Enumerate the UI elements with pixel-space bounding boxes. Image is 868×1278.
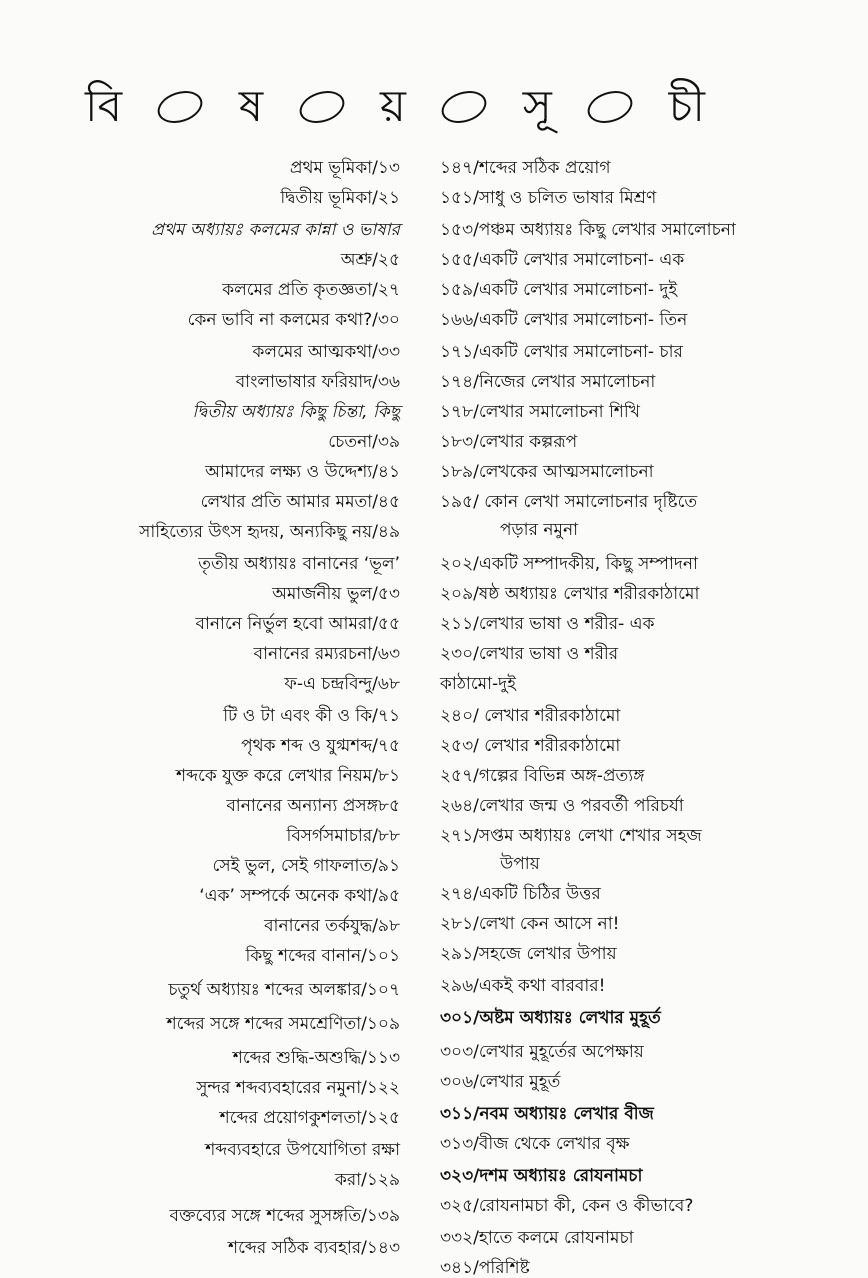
- toc-entry: ৩১১/নবম অধ্যায়ঃ লেখার বীজ: [440, 1104, 654, 1124]
- toc-entry: সাহিত্যের উৎস হৃদয়, অন্যকিছু নয়/৪৯: [139, 522, 400, 542]
- toc-entry: ২৩০/লেখার ভাষা ও শরীর: [440, 644, 619, 664]
- toc-entry: কাঠামো-দুই: [440, 674, 516, 694]
- toc-entry: ২০৯/ষষ্ঠ অধ্যায়ঃ লেখার শরীরকাঠামো: [440, 584, 700, 604]
- toc-entry: বানানের তর্কযুদ্ধ/৯৮: [264, 916, 400, 936]
- toc-entry: শব্দের প্রয়োগকুশলতা/১২৫: [219, 1108, 400, 1128]
- toc-entry: ২৭১/সপ্তম অধ্যায়ঃ লেখা শেখার সহজ: [440, 826, 702, 846]
- toc-entry: পৃথক শব্দ ও যুগ্মশব্দ/৭৫: [241, 736, 400, 756]
- toc-entry: ১৫১/সাধু ও চলিত ভাষার মিশ্রণ: [440, 188, 657, 208]
- toc-entry: ২৫৩/ লেখার শরীরকাঠামো: [440, 736, 621, 756]
- toc-entry: বানানে নির্ভুল হবো আমরা/৫৫: [195, 614, 400, 634]
- toc-entry: শব্দের শুদ্ধি-অশুদ্ধি/১১৩: [232, 1048, 400, 1068]
- toc-entry: ২৯৬/একই কথা বারবার!: [440, 976, 606, 996]
- toc-entry: চেতনা/৩৯: [328, 432, 400, 452]
- toc-entry: শব্দকে যুক্ত করে লেখার নিয়ম/৮১: [176, 766, 400, 786]
- title-letter: ষ: [238, 81, 264, 132]
- toc-entry: প্রথম ভূমিকা/১৩: [289, 158, 400, 178]
- toc-entry: সেই ভুল, সেই গাফলাত/৯১: [212, 856, 400, 876]
- toc-entry: দ্বিতীয় ভূমিকা/২১: [280, 188, 400, 208]
- toc-entry: কলমের প্রতি কৃতজ্ঞতা/২৭: [222, 280, 400, 300]
- title-letter: চী: [668, 81, 705, 132]
- toc-entry: ১৭৪/নিজের লেখার সমালোচনা: [440, 372, 656, 392]
- title-letter: য়: [379, 81, 406, 132]
- toc-entry: ১৭১/একটি লেখার সমালোচনা- চার: [440, 342, 683, 362]
- toc-entry: ২৯১/সহজে লেখার উপায়: [440, 944, 617, 964]
- toc-entry: ১৪৭/শব্দের সঠিক প্রয়োগ: [440, 158, 611, 178]
- toc-entry: ৩০৬/লেখার মুহূর্ত: [440, 1072, 561, 1092]
- toc-entry: ২৭৪/একটি চিঠির উত্তর: [440, 884, 601, 904]
- toc-entry: ১৫৩/পঞ্চম অধ্যায়ঃ কিছু লেখার সমালোচনা: [440, 220, 736, 240]
- toc-entry: ২৬৪/লেখার জন্ম ও পরবর্তী পরিচর্যা: [440, 796, 684, 816]
- toc-entry: পড়ার নমুনা: [500, 520, 579, 540]
- toc-entry: ফ-এ চন্দ্রবিন্দু/৬৮: [284, 674, 400, 694]
- toc-entry: বানানের রম্যরচনা/৬৩: [253, 644, 400, 664]
- toc-entry: ৩১৩/বীজ থেকে লেখার বৃক্ষ: [440, 1134, 630, 1154]
- toc-entry: শব্দব্যবহারে উপযোগিতা রক্ষা: [205, 1140, 400, 1160]
- toc-entry: ৩৪১/পরিশিষ্ট: [440, 1258, 530, 1278]
- toc-entry: ২৫৭/গল্পের বিভিন্ন অঙ্গ-প্রত্যঙ্গ: [440, 766, 645, 786]
- toc-entry: বানানের অন্যান্য প্রসঙ্গ৮৫: [226, 796, 400, 816]
- toc-entry: অশ্রু/২৫: [340, 250, 400, 270]
- toc-entry: বিসর্গসমাচার/৮৮: [286, 826, 400, 846]
- toc-entry: ৩২৩/দশম অধ্যায়ঃ রোযনামচা: [440, 1166, 643, 1186]
- toc-entry: আমাদের লক্ষ্য ও উদ্দেশ্য/৪১: [205, 462, 400, 482]
- toc-entry: ১৬৬/একটি লেখার সমালোচনা- তিন: [440, 310, 688, 330]
- toc-entry: ৩০১/অষ্টম অধ্যায়ঃ লেখার মুহূর্ত: [440, 1008, 661, 1028]
- oval-ornament-icon: [295, 86, 348, 129]
- toc-entry: শব্দের সঙ্গে শব্দের সমশ্রেণিতা/১০৯: [166, 1014, 400, 1034]
- toc-entry: সুন্দর শব্দব্যবহারের নমুনা/১২২: [196, 1078, 400, 1098]
- toc-entry: ১৭৮/লেখার সমালোচনা শিখি: [440, 402, 640, 422]
- toc-entry: শব্দের সঠিক ব্যবহার/১৪৩: [228, 1238, 400, 1258]
- oval-ornament-icon: [584, 86, 637, 129]
- toc-entry: ২০২/একটি সম্পাদকীয়, কিছু সম্পাদনা: [440, 554, 698, 574]
- toc-entry: কেন ভাবি না কলমের কথা?/৩০: [187, 310, 400, 330]
- toc-entry: ১৯৫/ কোন লেখা সমালোচনার দৃষ্টিতে: [440, 492, 698, 512]
- toc-entry: প্রথম অধ্যায়ঃ কলমের কান্না ও ভাষার: [151, 220, 400, 240]
- toc-entry: ১৫৫/একটি লেখার সমালোচনা- এক: [440, 250, 685, 270]
- toc-entry: দ্বিতীয় অধ্যায়ঃ কিছু চিন্তা, কিছু: [192, 402, 400, 422]
- page-title: [85, 72, 705, 142]
- toc-entry: ১৮৯/লেখকের আত্মসমালোচনা: [440, 462, 654, 482]
- toc-entry: ২১১/লেখার ভাষা ও শরীর- এক: [440, 614, 655, 634]
- oval-ornament-icon: [154, 86, 207, 129]
- toc-entry: ৩২৫/রোযনামচা কী, কেন ও কীভাবে?: [440, 1196, 694, 1216]
- oval-ornament-icon: [438, 86, 491, 129]
- toc-entry: কিছু শব্দের বানান/১০১: [245, 946, 400, 966]
- toc-entry: লেখার প্রতি আমার মমতা/৪৫: [200, 492, 400, 512]
- toc-entry: উপায়: [500, 854, 540, 874]
- toc-entry: টি ও টা এবং কী ও কি/৭১: [223, 706, 400, 726]
- toc-entry: অমার্জনীয় ভুল/৫৩: [272, 584, 400, 604]
- toc-entry: বাংলাভাষার ফরিয়াদ/৩৬: [235, 372, 400, 392]
- toc-entry: ১৮৩/লেখার কল্পরূপ: [440, 432, 578, 452]
- toc-entry: ১৫৯/একটি লেখার সমালোচনা- দুই: [440, 280, 678, 300]
- toc-entry: চতুর্থ অধ্যায়ঃ শব্দের অলঙ্কার/১০৭: [168, 980, 400, 1000]
- toc-entry: ‘এক’ সম্পর্কে অনেক কথা/৯৫: [199, 886, 400, 906]
- title-letter: বি: [85, 81, 123, 132]
- toc-entry: করা/১২৯: [334, 1170, 400, 1190]
- toc-entry: বক্তব্যের সঙ্গে শব্দের সুসঙ্গতি/১৩৯: [169, 1206, 400, 1226]
- toc-entry: কলমের আত্মকথা/৩৩: [252, 342, 400, 362]
- toc-entry: ৩৩২/হাতে কলমে রোযনামচা: [440, 1228, 634, 1248]
- title-letter: সূ: [522, 81, 552, 132]
- toc-entry: তৃতীয় অধ্যায়ঃ বানানের ‘ভূল’: [198, 554, 400, 574]
- toc-entry: ২৮১/লেখা কেন আসে না!: [440, 914, 620, 934]
- toc-entry: ৩০৩/লেখার মুহূর্তের অপেক্ষায়: [440, 1042, 644, 1062]
- toc-entry: ২৪০/ লেখার শরীরকাঠামো: [440, 706, 621, 726]
